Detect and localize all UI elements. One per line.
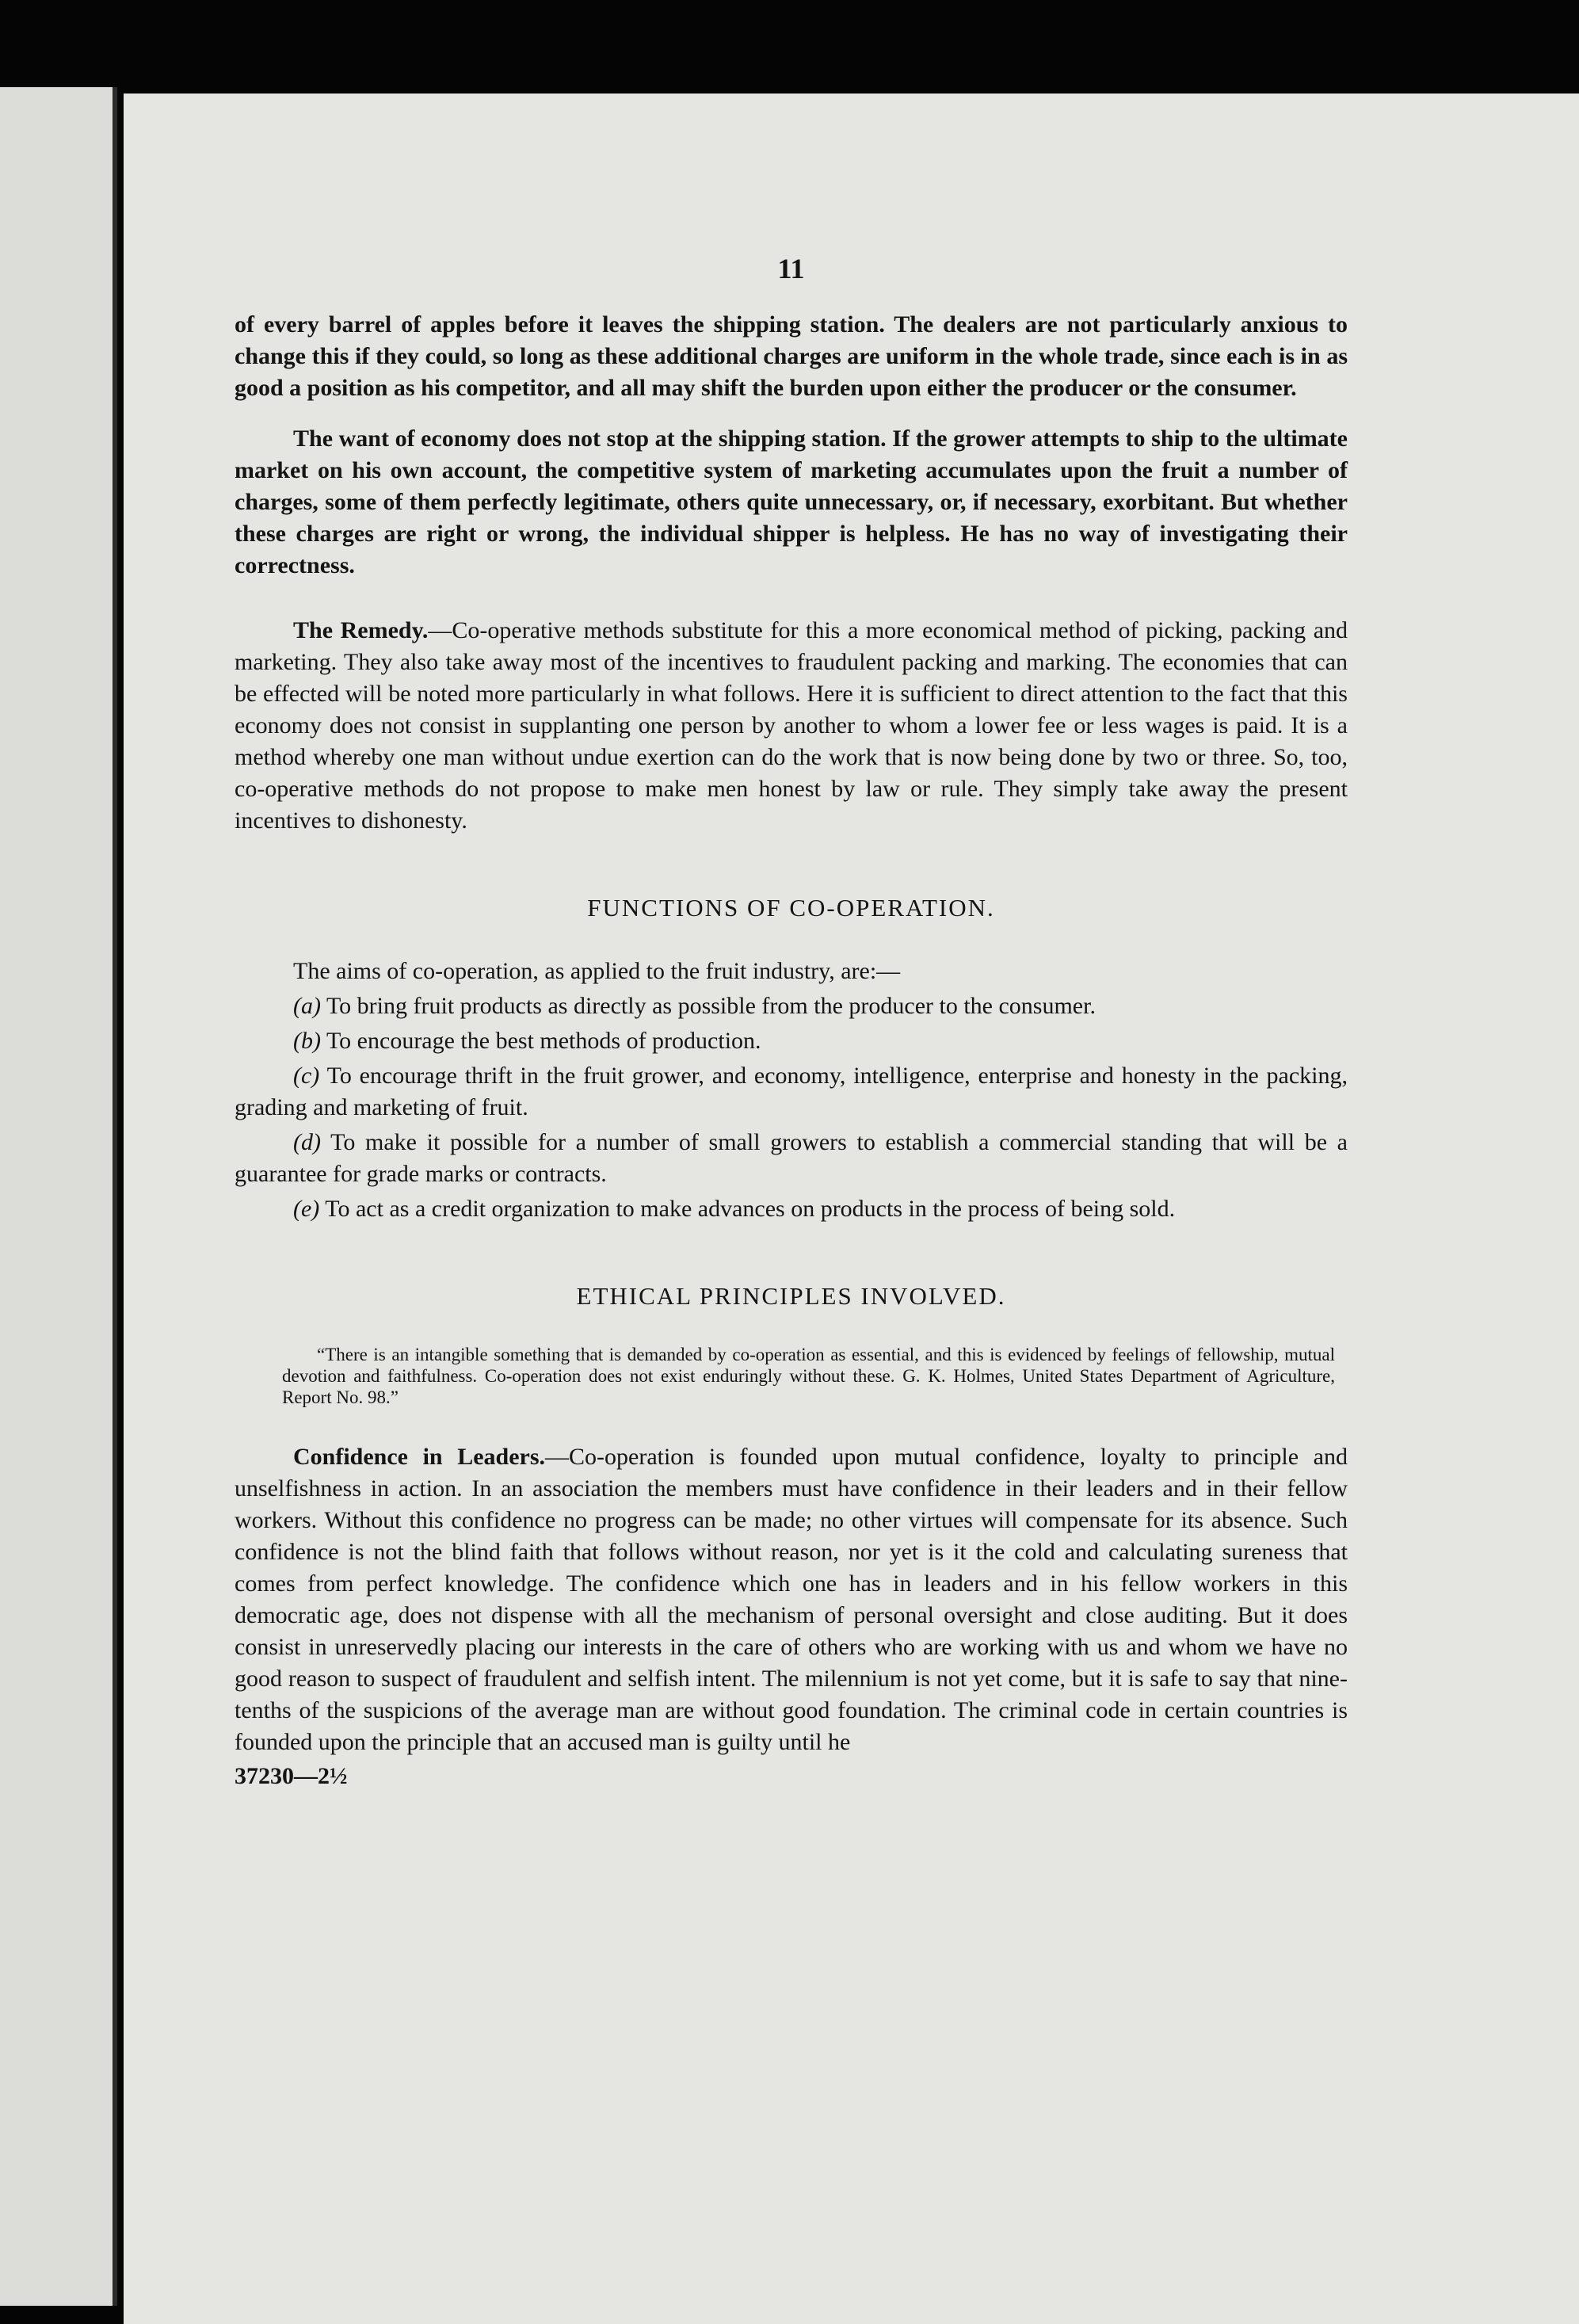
list-item-label: (a) bbox=[293, 993, 321, 1019]
list-item bbox=[235, 1193, 1348, 1225]
continued-paragraph: of every barrel of apples before it leaves the shipping station. The dealers are not particularly anxious to change this if they could, so long as these additional charges are uniform in the whole trade, since each is in as good a position as his competitor, and all may shift the burden upon either the producer or the consumer. bbox=[235, 311, 1348, 401]
list-item-label: (b) bbox=[293, 1028, 321, 1054]
quote-text: “There is an intangible something that is demanded by co-operation as essential, and this is evidenced by feelings of fellowship, mutual devotion and faithfulness. Co-operation does not exist enduringly without these. G. K. Holmes, United States Department of Agriculture, Report No. 98.” bbox=[282, 1345, 1335, 1407]
page-number: 11 bbox=[777, 253, 805, 284]
functions-heading: FUNCTIONS OF CO-OPERATION. bbox=[587, 894, 995, 922]
block-quote bbox=[235, 1344, 1348, 1408]
list-item-label: (d) bbox=[293, 1129, 321, 1155]
functions-list bbox=[235, 990, 1348, 1225]
economy-paragraph: The want of economy does not stop at the shipping station. If the grower attempts to ship to the ultimate market on his own account, the competitive system of marketing accumulates upon the fruit a number of charges, some of them perfectly legitimate, others quite unnecessary, or, if necessary, exorbitant. But whether these charges are right or wrong, the individual shipper is helpless. He has no way of investigating their correctness. bbox=[235, 425, 1348, 578]
remedy-heading: The Remedy. bbox=[293, 617, 429, 643]
confidence-text: —Co-operation is founded upon mutual confidence, loyalty to principle and unselfishness in action. In an association the members must have confidence in their leaders and in their fellow workers. Without this confidence no progress can be made; no other virtues will compensate for its absence. Such confidence is not the blind faith that follows without reason, nor yet is it the cold and calculating sureness that comes from perfect knowledge. The confidence which one has in leaders and in his fellow workers in this democratic age, does not dispense with all the mechanism of personal oversight and close auditing. But it does consist in unreservedly placing our interests in the care of others who are working with us and whom we have no good reason to suspect of fraudulent and selfish intent. The milennium is not yet come, but it is safe to say that nine-tenths of the suspicions of the average man are without good foundation. The criminal code in certain countries is founded upon the principle that an accused man is guilty until he bbox=[235, 1444, 1348, 1755]
remedy-paragraph bbox=[235, 615, 1348, 837]
list-item-text: To encourage thrift in the fruit grower, and economy, intelligence, enterprise and honesty in the packing, grading and marketing of fruit. bbox=[235, 1063, 1348, 1120]
list-item-text: To encourage the best methods of production. bbox=[326, 1028, 761, 1054]
list-item bbox=[235, 1025, 1348, 1057]
confidence-paragraph bbox=[235, 1441, 1348, 1758]
page-content bbox=[235, 252, 1348, 1790]
list-item-label: (e) bbox=[293, 1196, 320, 1222]
left-page-edge bbox=[0, 87, 117, 2306]
functions-intro: The aims of co-operation, as applied to the fruit industry, are:— bbox=[293, 958, 901, 984]
list-item-text: To make it possible for a number of small growers to establish a commercial standing that will be a guarantee for grade marks or contracts. bbox=[235, 1129, 1348, 1187]
list-item-text: To act as a credit organization to make advances on products in the process of being sold. bbox=[325, 1196, 1176, 1222]
list-item-text: To bring fruit products as directly as possible from the producer to the consumer. bbox=[326, 993, 1096, 1019]
list-item-label: (c) bbox=[293, 1063, 320, 1089]
remedy-text: —Co-operative methods substitute for this a more economical method of picking, packing and marketing. They also take away most of the incentives to fraudulent packing and marking. The economies that can be effected will be noted more particularly in what follows. Here it is sufficient to direct attention to the fact that this economy does not consist in supplanting one person by another to whom a lower fee or less wages is paid. It is a method whereby one man without undue exertion can do the work that is now being done by two or three. So, too, co-operative methods do not propose to make men honest by law or rule. They simply take away the present incentives to dishonesty. bbox=[235, 617, 1348, 834]
list-item bbox=[235, 1060, 1348, 1124]
document-page bbox=[124, 93, 1579, 2324]
list-item bbox=[235, 1127, 1348, 1190]
signature-mark: 37230—2½ bbox=[235, 1763, 348, 1789]
list-item bbox=[235, 990, 1348, 1022]
confidence-heading: Confidence in Leaders. bbox=[293, 1444, 546, 1470]
ethical-heading: ETHICAL PRINCIPLES INVOLVED. bbox=[576, 1282, 1006, 1310]
